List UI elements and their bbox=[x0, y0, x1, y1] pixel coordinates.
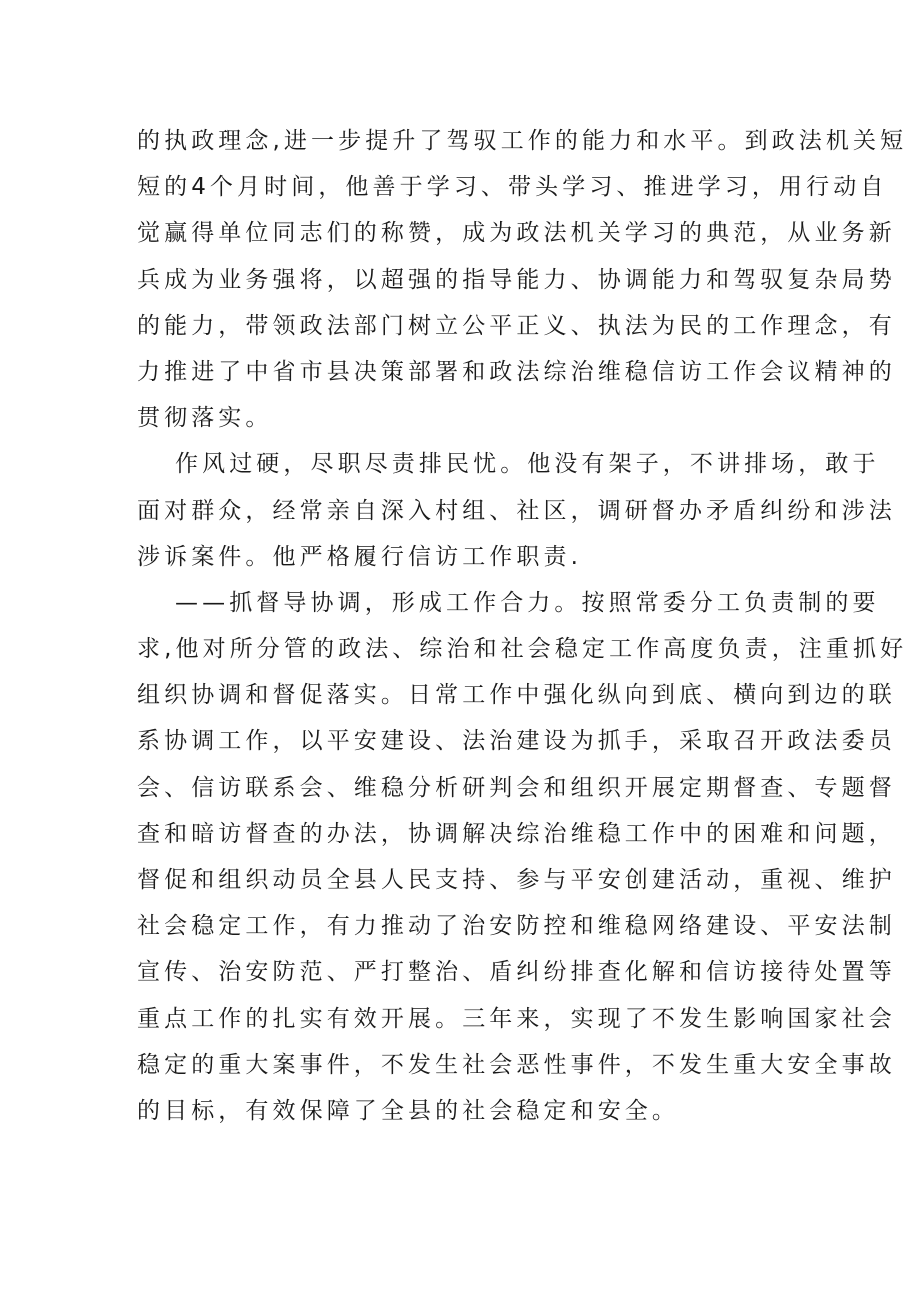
text-line: 社会稳定工作，有力推动了治安防控和维稳网络建设、平安法制 bbox=[137, 913, 896, 940]
paragraph-3 bbox=[137, 580, 908, 1134]
text-line: 求,他对所分管的政法、综治和社会稳定工作高度负责，注重抓好 bbox=[137, 636, 908, 663]
text-line: 宣传、治安防范、严打整治、盾纠纷排查化解和信访接待处置等 bbox=[137, 959, 896, 986]
text-line: 督促和组织动员全县人民支持、参与平安创建活动，重视、维护 bbox=[137, 867, 896, 893]
text-line: 的能力，带领政法部门树立公平正义、执法为民的工作理念，有 bbox=[137, 312, 896, 339]
text-line: 重点工作的扎实有效开展。三年来，实现了不发生影响国家社会 bbox=[137, 1005, 896, 1032]
document-body bbox=[137, 118, 908, 1134]
paragraph-1 bbox=[137, 118, 908, 441]
text-line: 作风过硬，尽职尽责排民忧。他没有架子，不讲排场，敢于 bbox=[175, 451, 880, 478]
text-line: 查和暗访督查的办法，协调解决综治维稳工作中的困难和问题， bbox=[137, 820, 896, 847]
text-line: 短的4个月时间，他善于学习、带头学习、推进学习，用行动自 bbox=[137, 174, 888, 201]
text-line: 的执政理念,进一步提升了驾驭工作的能力和水平。到政法机关短 bbox=[137, 128, 908, 154]
text-line: 力推进了中省市县决策部署和政法综治维稳信访工作会议精神的 bbox=[137, 358, 896, 385]
text-line: 兵成为业务强将，以超强的指导能力、协调能力和驾驭复杂局势 bbox=[137, 266, 896, 293]
text-line: ——抓督导协调，形成工作合力。按照常委分工负责制的要 bbox=[175, 589, 880, 616]
text-line: 稳定的重大案事件，不发生社会恶性事件，不发生重大安全事故 bbox=[137, 1051, 896, 1078]
text-line: 面对群众，经常亲自深入村组、社区，调研督办矛盾纠纷和涉法 bbox=[137, 497, 896, 524]
paragraph-2 bbox=[137, 441, 896, 580]
text-line: 贯彻落实。 bbox=[137, 405, 273, 432]
text-line: 系协调工作，以平安建设、法治建设为抓手，采取召开政法委员 bbox=[137, 728, 896, 755]
text-line: 涉诉案件。他严格履行信访工作职责. bbox=[137, 543, 583, 570]
text-line: 的目标，有效保障了全县的社会稳定和安全。 bbox=[137, 1097, 679, 1124]
text-line: 觉赢得单位同志们的称赞，成为政法机关学习的典范，从业务新 bbox=[137, 220, 896, 247]
text-line: 组织协调和督促落实。日常工作中强化纵向到底、横向到边的联 bbox=[137, 682, 896, 709]
text-line: 会、信访联系会、维稳分析研判会和组织开展定期督查、专题督 bbox=[137, 774, 896, 801]
